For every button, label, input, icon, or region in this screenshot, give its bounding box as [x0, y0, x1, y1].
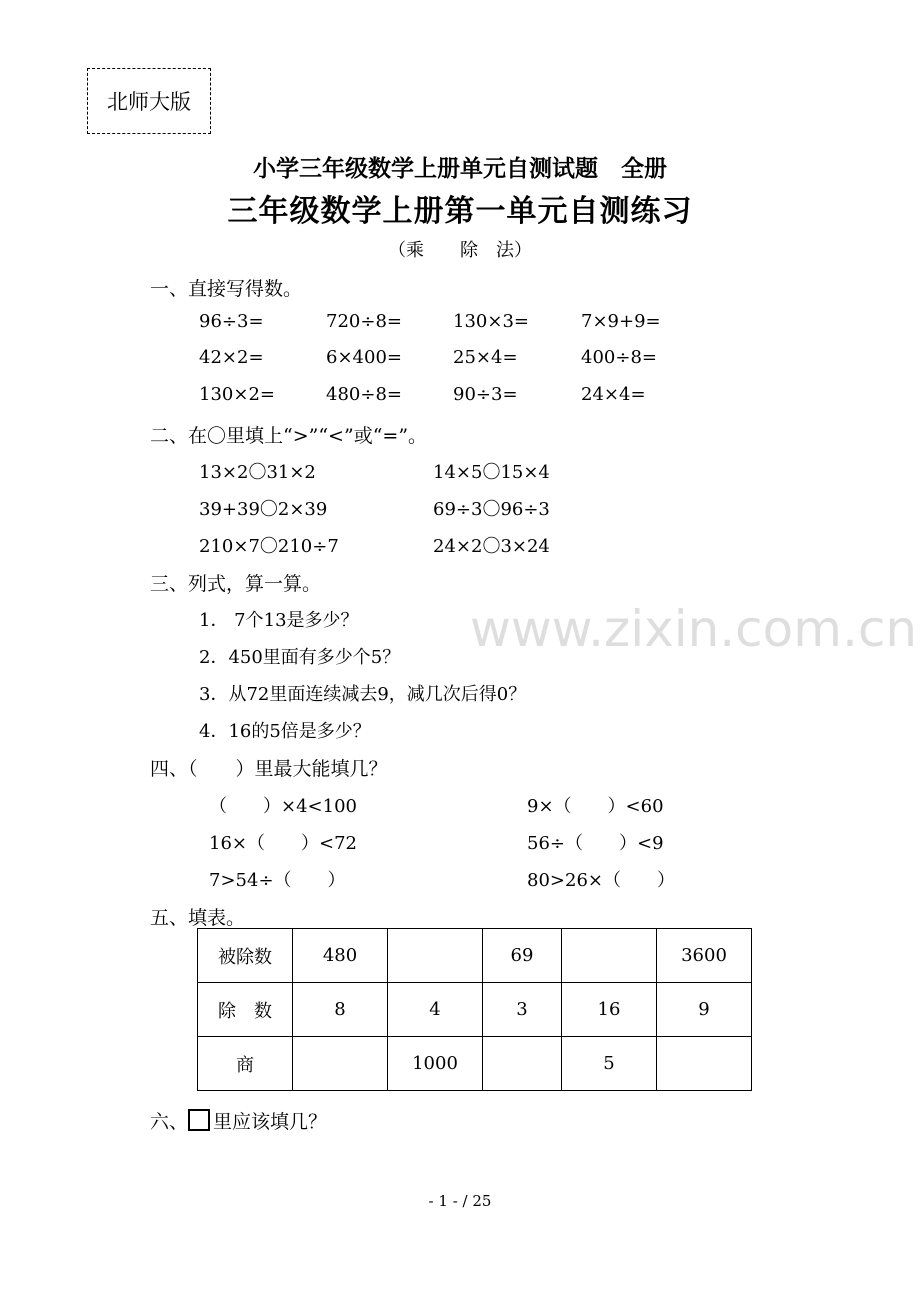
- section-2-heading: 二、在〇里填上“>”“<”或“=”。: [150, 425, 428, 447]
- s1-item: 96÷3=: [199, 311, 264, 332]
- table-row: [198, 983, 752, 1037]
- table-row: [198, 929, 752, 983]
- section-6-text: 里应该填几？: [213, 1111, 328, 1133]
- page-number: - 1 - / 25: [428, 1192, 492, 1210]
- s4-item: 16×（ ）<72: [209, 833, 357, 854]
- s1-item: 400÷8=: [581, 347, 657, 368]
- division-table: [197, 928, 752, 1091]
- table-cell: 8: [293, 983, 388, 1037]
- s4-item: 56÷（ ）<9: [527, 833, 664, 854]
- table-cell: 16: [562, 983, 657, 1037]
- table-cell: 3: [483, 983, 562, 1037]
- watermark: www.zixin.com.cn: [470, 600, 918, 658]
- s1-item: 25×4=: [453, 347, 518, 368]
- blank-box-icon: [188, 1109, 210, 1131]
- s1-item: 130×3=: [453, 311, 529, 332]
- s1-item: 130×2=: [199, 384, 275, 405]
- table-cell: [483, 1037, 562, 1091]
- s4-item: 9×（ ）<60: [527, 796, 664, 817]
- s3-question: 2．450里面有多少个5？: [199, 647, 401, 668]
- table-cell: [562, 929, 657, 983]
- s1-item: 90÷3=: [453, 384, 518, 405]
- section-6-prefix: 六、: [150, 1111, 189, 1133]
- s4-item: （ ）×4<100: [209, 796, 357, 817]
- table-cell: 商: [198, 1037, 293, 1091]
- table-cell: 除 数: [198, 983, 293, 1037]
- s2-item: 69÷3〇96÷3: [433, 499, 550, 520]
- table-cell: 3600: [657, 929, 752, 983]
- table-cell: 5: [562, 1037, 657, 1091]
- document-title: 小学三年级数学上册单元自测试题 全册: [253, 156, 667, 182]
- unit-title: 三年级数学上册第一单元自测练习: [227, 194, 693, 229]
- table-cell: 480: [293, 929, 388, 983]
- s1-item: 480÷8=: [326, 384, 402, 405]
- s1-item: 7×9+9=: [581, 311, 661, 332]
- section-1-heading: 一、直接写得数。: [150, 278, 303, 300]
- table-cell: [293, 1037, 388, 1091]
- section-4-heading: 四、（ ）里最大能填几？: [150, 758, 388, 780]
- section-5-heading: 五、填表。: [150, 907, 246, 929]
- section-6-heading: [150, 1107, 327, 1134]
- s3-question: 3．从72里面连续减去9，减几次后得0？: [199, 684, 527, 705]
- table-cell: 9: [657, 983, 752, 1037]
- s1-item: 42×2=: [199, 347, 264, 368]
- s2-item: 13×2〇31×2: [199, 462, 316, 483]
- table-cell: 被除数: [198, 929, 293, 983]
- s4-item: 7>54÷（ ）: [209, 870, 346, 891]
- s1-item: 720÷8=: [326, 311, 402, 332]
- table-cell: [657, 1037, 752, 1091]
- s2-item: 14×5〇15×4: [433, 462, 550, 483]
- s3-question: 1． 7个13是多少？: [199, 610, 359, 631]
- table-cell: [388, 929, 483, 983]
- table-cell: 4: [388, 983, 483, 1037]
- s1-item: 6×400=: [326, 347, 402, 368]
- subtitle: （乘 除 法）: [388, 240, 532, 261]
- s3-question: 4．16的5倍是多少？: [199, 721, 371, 742]
- s2-item: 210×7〇210÷7: [199, 536, 339, 557]
- table-cell: 1000: [388, 1037, 483, 1091]
- edition-box: 北师大版: [87, 68, 211, 134]
- section-3-heading: 三、列式，算一算。: [150, 573, 322, 595]
- s1-item: 24×4=: [581, 384, 646, 405]
- s2-item: 24×2〇3×24: [433, 536, 550, 557]
- s2-item: 39+39〇2×39: [199, 499, 328, 520]
- table-cell: 69: [483, 929, 562, 983]
- table-row: [198, 1037, 752, 1091]
- s4-item: 80>26×（ ）: [527, 870, 675, 891]
